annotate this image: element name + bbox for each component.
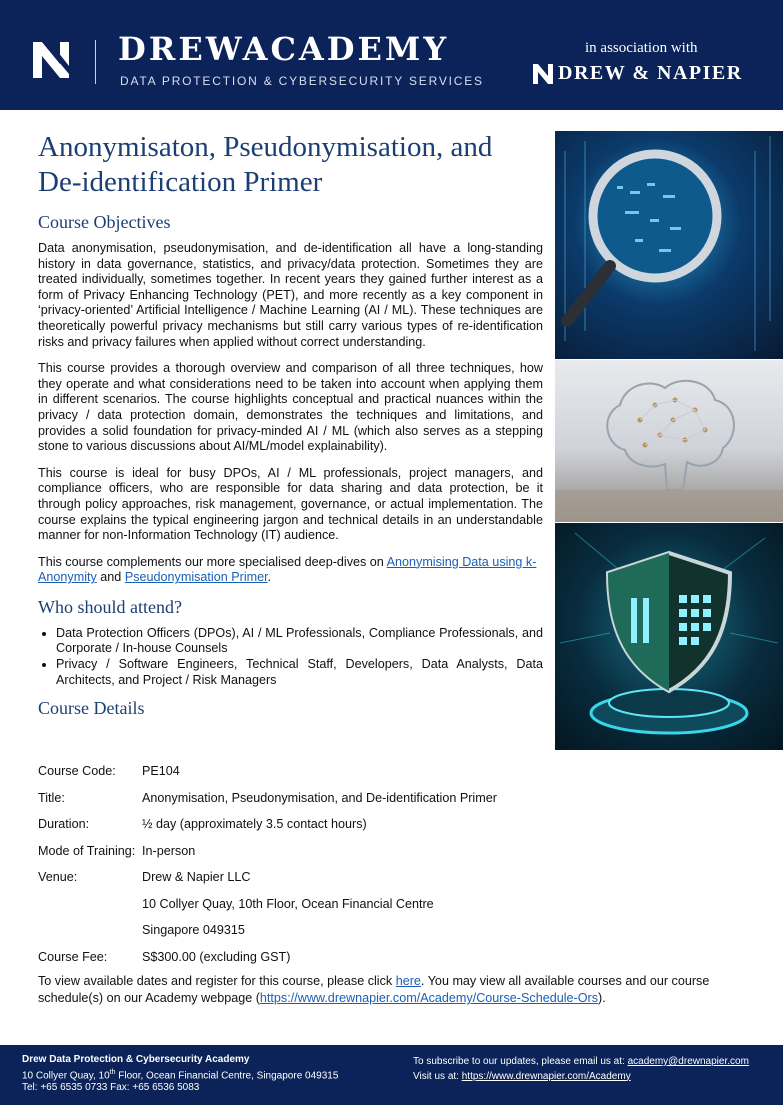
drew-napier-logo-icon (532, 63, 554, 85)
attend-list (38, 626, 543, 688)
footer-org-name: Drew Data Protection & Cybersecurity Academy (22, 1054, 250, 1065)
dn-logo-icon (30, 38, 72, 82)
email-link[interactable]: academy@drewnapier.com (627, 1056, 749, 1067)
main-content (38, 130, 543, 727)
k-anonymity-link[interactable]: Anonymising Data using k-Anonymity (38, 554, 537, 585)
brain-circuit-image (555, 360, 783, 522)
footer-phone: Tel: +65 6535 0733 Fax: +65 6536 5083 (22, 1082, 200, 1094)
footer-contact (22, 1054, 338, 1095)
objectives-paragraph-2: This course provides a thorough overview and comparison of all three techniques, how they operate and what considerations need to be taken into account when applying them in different scenarios. The course highlights conceptual and practical nuances within the privacy / data protection domain, demonstrates the techniques and limitations, and provides a solid foundation for privacy-minded AI / ML (which also serves as a stepping stone to various discussions about AI/ML/model explainability). (38, 361, 543, 454)
details-row-mode: Mode of Training: In-person (38, 843, 196, 858)
header-banner (0, 0, 783, 110)
details-row-title: Title: Anonymisation, Pseudonymisation, and De-identification Primer (38, 790, 497, 805)
details-row-venue-postcode: Singapore 049315 (142, 923, 245, 938)
course-details-table (38, 758, 738, 970)
objectives-paragraph-4: This course complements our more specialised deep-dives on Anonymising Data using k-Anonymity and Pseudonymisation Primer. (38, 554, 537, 585)
objectives-heading: Course Objectives (38, 212, 171, 232)
pseudonymisation-primer-link[interactable]: Pseudonymisation Primer (124, 570, 268, 585)
list-item: • Data Protection Officers (DPOs), AI / ML Professionals, Compliance Professionals, and Corporate / In-house Counsels (56, 626, 543, 657)
academy-website-link[interactable]: https://www.drewnapier.com/Academy (461, 1070, 631, 1082)
objectives-paragraph-1: Data anonymisation, pseudonymisation, and de-identification all have a long-standing history in data governance, statistics, and privacy/data protection. Sometimes they are treated individually, sometimes together. In recent years they gained further interest as a form of Privacy Enhancing Technology (PET), and more recently as a key component in ‘privacy-oriented’ Artificial Intelligence / Machine Learning (AI / ML). These techniques are theoretically powerful privacy mechanisms but still carry various types of re-identification risks and privacy failures when applied without correct understanding. (38, 241, 543, 349)
details-row-code: Course Code: PE104 (38, 764, 180, 779)
details-heading: Course Details (38, 698, 145, 719)
register-here-link[interactable]: here (395, 974, 421, 988)
logo-divider (95, 40, 96, 84)
shield-image (555, 523, 783, 750)
course-schedule-link[interactable]: https://www.drewnapier.com/Academy/Course-Schedule-Ors (259, 991, 598, 1005)
association-text: in association with (585, 40, 698, 56)
footer-links: To subscribe to our updates, please email us at: academy@drewnapier.com Visit us at: https://www.drewnapier.com/Academy (413, 1056, 749, 1082)
footer (0, 1045, 783, 1105)
brand-title: DREWACADEMY (118, 30, 450, 68)
partner-name: DREW & NAPIER (558, 62, 743, 84)
page-title: Anonymisaton, Pseudonymisation, and De-identification Primer (38, 131, 493, 198)
attend-heading: Who should attend? (38, 596, 182, 617)
objectives-paragraph-3: This course is ideal for busy DPOs, AI / ML professionals, project managers, and compliance officers, who are responsible for data sharing and data protection, be it through policy approaches, risk management, governance, or actual implementation. The course explains the typical engineering jargon and technical details in an understandable manner for non-Information Technology (IT) audience. (38, 465, 543, 543)
details-row-duration: Duration: ½ day (approximately 3.5 contact hours) (38, 817, 367, 832)
registration-text: To view available dates and register for this course, please click here. You may view all available courses and our course schedule(s) on our Academy webpage (https://www.drewnapier.com/Academy/Course-Schedule-Ors). (38, 974, 710, 1005)
brand-subtitle: DATA PROTECTION & CYBERSECURITY SERVICES (120, 74, 484, 88)
magnifier-image (555, 131, 783, 359)
footer-address: 10 Collyer Quay, 10th Floor, Ocean Financial Centre, Singapore 049315 (22, 1068, 339, 1081)
list-item: • Privacy / Software Engineers, Technical Staff, Developers, Data Analysts, Data Architects, and Project / Risk Managers (56, 657, 543, 688)
details-row-fee: Course Fee: S$300.00 (excluding GST) (38, 949, 291, 964)
details-row-venue: Venue: Drew & Napier LLC (38, 870, 251, 885)
details-row-venue-address: 10 Collyer Quay, 10th Floor, Ocean Financial Centre (142, 896, 434, 911)
